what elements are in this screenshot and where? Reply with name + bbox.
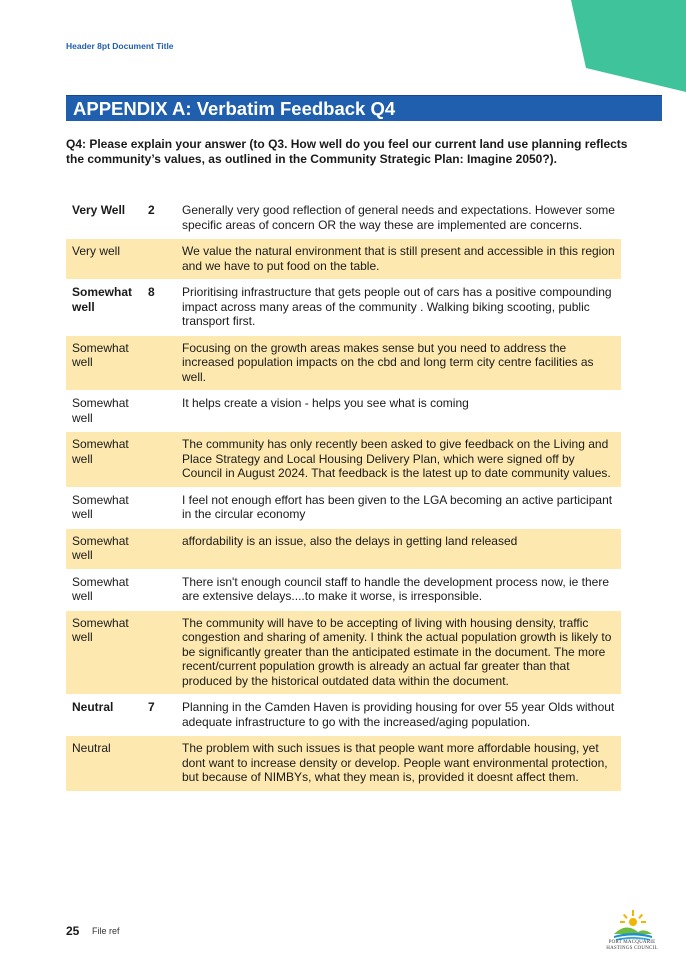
comment-cell: I feel not enough effort has been given to the LGA becoming an active participant in the circular economy (176, 487, 621, 528)
comment-cell: Generally very good reflection of general needs and expectations. However some specific areas of concern OR the way these are implemented are concerns. (176, 198, 621, 239)
comment-cell: affordability is an issue, also the delays in getting land released (176, 528, 621, 569)
count-cell (142, 736, 176, 792)
rating-cell: Somewhat well (66, 528, 142, 569)
rating-cell: Somewhat well (66, 335, 142, 391)
table-row (66, 610, 621, 695)
rating-cell: Somewhat well (66, 610, 142, 695)
table-row (66, 569, 621, 610)
comment-cell: There isn't enough council staff to handle the development process now, ie there are extensive delays....to make it worse, is irresponsible. (176, 569, 621, 610)
appendix-title: APPENDIX A: Verbatim Feedback Q4 (66, 95, 662, 121)
count-cell (142, 335, 176, 391)
count-cell: 7 (142, 695, 176, 736)
file-ref: File ref (92, 926, 120, 936)
comment-cell: The community has only recently been asked to give feedback on the Living and Place Strategy and Local Housing Delivery Plan, which were signed off by Council in August 2024. That feedback is the latest up to date community values. (176, 432, 621, 488)
table-row (66, 239, 621, 280)
council-logo-text (596, 940, 668, 952)
rating-cell: Somewhat well (66, 569, 142, 610)
count-cell: 8 (142, 280, 176, 336)
count-cell (142, 487, 176, 528)
table-row (66, 487, 621, 528)
count-cell (142, 391, 176, 432)
rating-cell: Very well (66, 239, 142, 280)
table-row (66, 695, 621, 736)
table-row (66, 335, 621, 391)
header-document-title: Header 8pt Document Title (66, 41, 174, 51)
corner-accent-shape (566, 0, 686, 92)
rating-cell: Somewhat well (66, 280, 142, 336)
page-number: 25 (66, 924, 80, 938)
table-row (66, 198, 621, 239)
rating-cell: Neutral (66, 736, 142, 792)
comment-cell: The problem with such issues is that people want more affordable housing, yet dont want to increase density or develop. People want environmental protection, but because of NIMBYs, what they mean is, provided it doesnt affect them. (176, 736, 621, 792)
count-cell (142, 610, 176, 695)
comment-cell: Prioritising infrastructure that gets people out of cars has a positive compounding impact across many areas of the community . Walking biking scooting, public transport first. (176, 280, 621, 336)
rating-cell: Very Well (66, 198, 142, 239)
count-cell (142, 528, 176, 569)
feedback-table (66, 198, 621, 792)
comment-cell: Focusing on the growth areas makes sense but you need to address the increased population impacts on the cbd and long term city centre facilities as well. (176, 335, 621, 391)
table-row (66, 280, 621, 336)
table-row (66, 391, 621, 432)
rating-cell: Somewhat well (66, 391, 142, 432)
count-cell (142, 432, 176, 488)
table-row (66, 736, 621, 792)
count-cell (142, 239, 176, 280)
rating-cell: Somewhat well (66, 487, 142, 528)
comment-cell: We value the natural environment that is still present and accessible in this region and we have to put food on the table. (176, 239, 621, 280)
rating-cell: Neutral (66, 695, 142, 736)
question-text: Q4: Please explain your answer (to Q3. How well do you feel our current land use planning reflects the community’s values, as outlined in the Community Strategic Plan: Imagine 2050?). (66, 137, 628, 166)
table-row (66, 528, 621, 569)
logo-line-2: HASTINGS COUNCIL (606, 946, 658, 951)
count-cell: 2 (142, 198, 176, 239)
logo-line-1: PORT MACQUARIE (608, 940, 656, 945)
comment-cell: The community will have to be accepting of living with housing density, traffic congestion and sharing of amenity. I think the actual population growth is likely to be significantly greater than the anticipated estimate in the document. The more recent/current population growth is already an actual far greater than that produced by the historical outdated data within the document. (176, 610, 621, 695)
rating-cell: Somewhat well (66, 432, 142, 488)
comment-cell: It helps create a vision - helps you see what is coming (176, 391, 621, 432)
table-row (66, 432, 621, 488)
count-cell (142, 569, 176, 610)
comment-cell: Planning in the Camden Haven is providing housing for over 55 year Olds without adequate infrastructure to go with the increased/aging population. (176, 695, 621, 736)
